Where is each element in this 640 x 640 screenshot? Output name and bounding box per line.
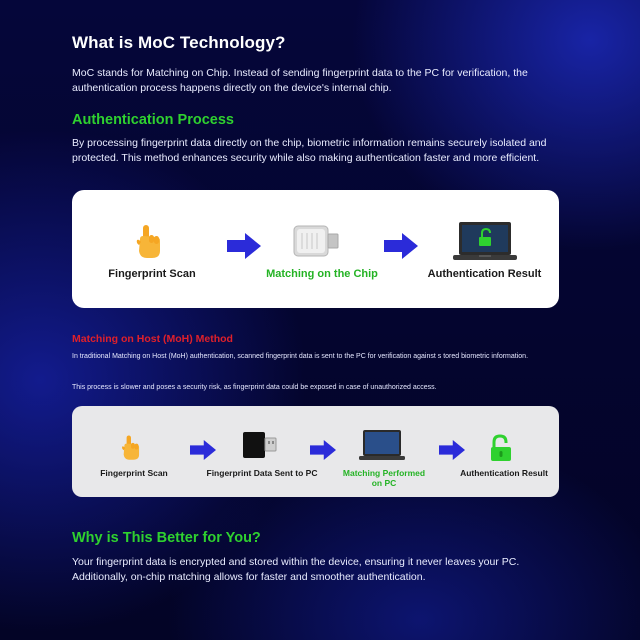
laptop-icon xyxy=(359,429,405,462)
step-label-line-1: Matching Performed xyxy=(342,468,426,478)
moc-flow-card xyxy=(72,190,559,308)
usb-fingerprint-reader-icon xyxy=(242,431,278,459)
laptop-unlocked-icon xyxy=(453,221,517,263)
section-title-authentication-process: Authentication Process xyxy=(72,112,234,128)
benefit-text: Your fingerprint data is encrypted and stored within the device, ensuring it never leaves your PC. Additionally, on-chip matching allows for faster and smoother authentication. xyxy=(72,556,520,583)
authentication-process-text: By processing fingerprint data directly on the chip, biometric information remains securely isolated and protected. This method enhances security while also making authentication faster and more efficient. xyxy=(72,137,547,164)
section-title-why-better: Why is This Better for You? xyxy=(72,530,261,546)
step-label-matching-performed-on-pc xyxy=(334,468,434,488)
step-label-fingerprint-scan: Fingerprint Scan xyxy=(100,468,168,478)
step-label-matching-on-chip: Matching on the Chip xyxy=(266,268,378,280)
usb-fingerprint-reader-icon xyxy=(293,224,339,258)
moh-flow-card xyxy=(72,406,559,497)
arrow-right-icon xyxy=(227,233,261,259)
step-label-authentication-result: Authentication Result xyxy=(427,268,542,280)
intro-text: MoC stands for Matching on Chip. Instead of sending fingerprint data to the PC for verification, the authentication process happens directly on the device's internal chip. xyxy=(72,67,528,94)
arrow-right-icon xyxy=(384,233,418,259)
arrow-right-icon xyxy=(439,440,465,460)
step-label-line-2: on PC xyxy=(371,478,397,488)
step-label-data-sent-to-pc: Fingerprint Data Sent to PC xyxy=(206,468,318,478)
section-title-moh: Matching on Host (MoH) Method xyxy=(72,333,233,345)
arrow-right-icon xyxy=(310,440,336,460)
pointing-hand-icon xyxy=(120,434,142,462)
arrow-right-icon xyxy=(190,440,216,460)
page-title: What is MoC Technology? xyxy=(72,33,286,52)
pointing-hand-icon xyxy=(134,223,164,261)
step-label-fingerprint-scan: Fingerprint Scan xyxy=(108,268,196,280)
moh-text-1: In traditional Matching on Host (MoH) authentication, scanned fingerprint data is sent to the PC for verification against s tored biometric information. xyxy=(72,353,529,360)
step-label-authentication-result: Authentication Result xyxy=(460,468,548,478)
unlocked-padlock-icon xyxy=(489,434,515,462)
moh-text-2: This process is slower and poses a security risk, as fingerprint data could be exposed in case of unauthorized access. xyxy=(72,384,437,391)
